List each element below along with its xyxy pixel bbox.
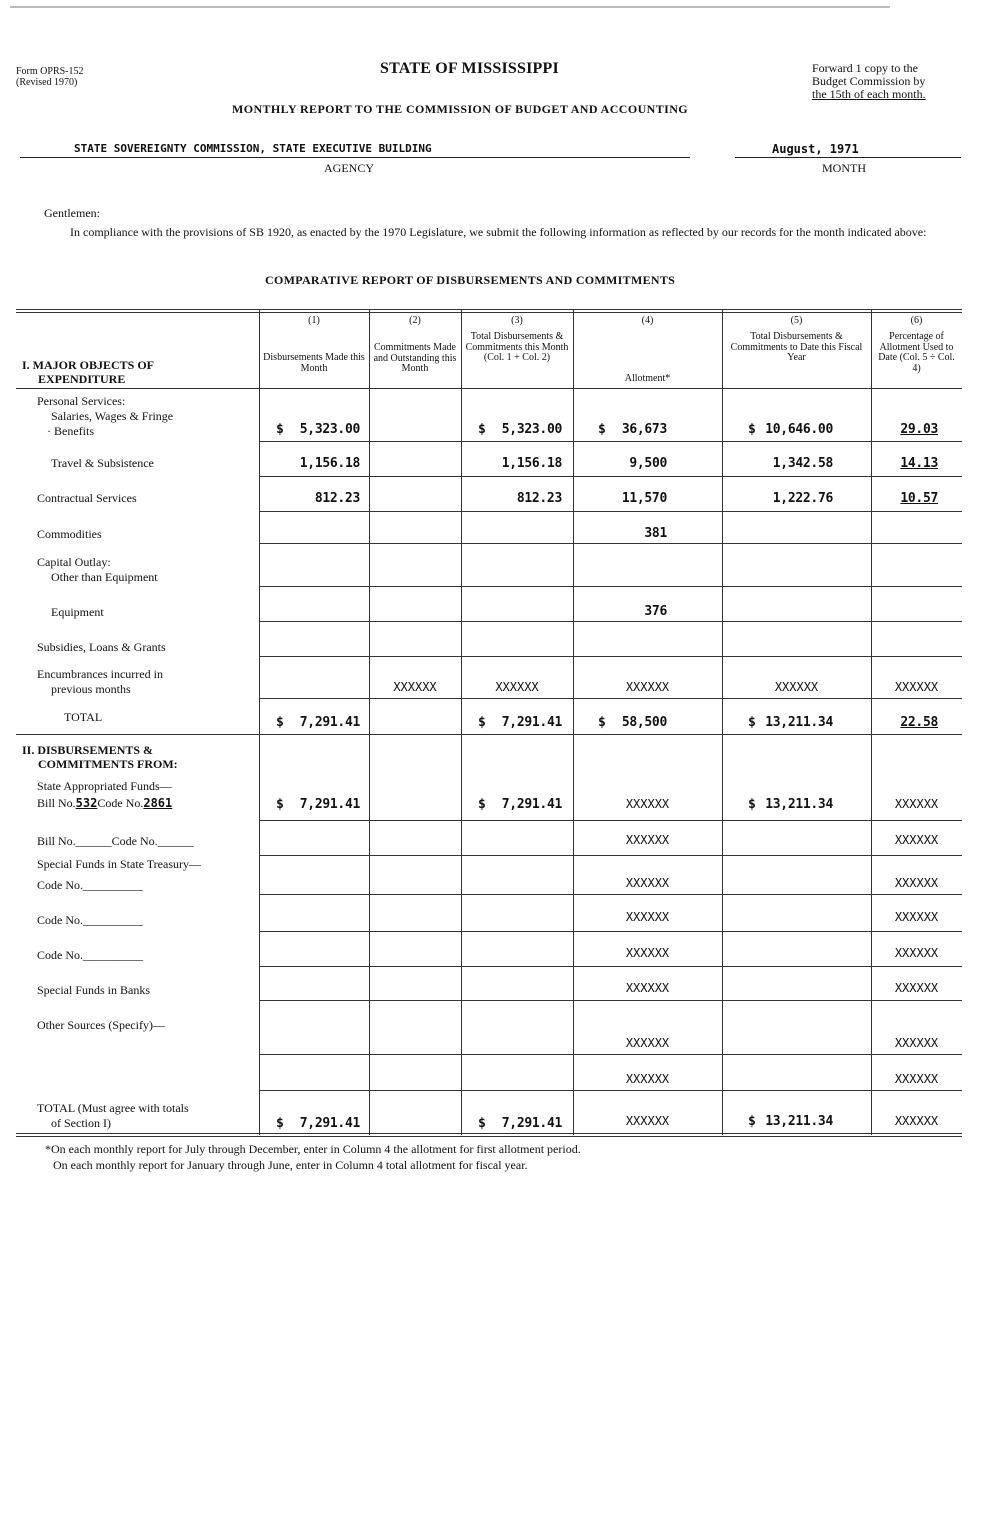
section-heading-line: COMMITMENTS FROM:: [38, 757, 178, 771]
dollar-sign: $: [478, 797, 486, 812]
cell-value: 1,342.58: [772, 456, 833, 471]
row-label-subsidies: Subsidies, Loans & Grants: [37, 640, 166, 654]
row-label-code-no: Code No.__________: [37, 913, 143, 927]
table-border: [16, 312, 962, 313]
dollar-sign: $: [276, 797, 284, 812]
forward-note-line: Forward 1 copy to the: [812, 61, 918, 75]
cell-value: 5,323.00: [501, 422, 562, 437]
cell-blocked: XXXXXX: [894, 946, 939, 960]
cell-value: 13,211.34: [765, 715, 833, 730]
cell-value: 58,500: [621, 715, 667, 730]
row-line: [259, 931, 962, 932]
row-label-total-section-2: [37, 1101, 189, 1131]
cell-blocked: XXXXXX: [894, 910, 939, 924]
cell-value: 22.58: [900, 715, 938, 730]
dollar-sign: $: [598, 422, 606, 437]
month-underline: [735, 157, 961, 158]
dollar-sign: $: [748, 422, 756, 437]
col-heading: Allotment*: [624, 373, 671, 384]
cell-blocked: XXXXXX: [625, 1114, 670, 1128]
cell-value: 13,211.34: [765, 797, 833, 812]
cell-value: 5,323.00: [299, 422, 360, 437]
cell-value: 1,156.18: [501, 456, 562, 471]
cell-value: 1,156.18: [299, 456, 360, 471]
dollar-sign: $: [748, 797, 756, 812]
section-heading-line: I. MAJOR OBJECTS OF: [22, 358, 155, 372]
dollar-sign: $: [276, 422, 284, 437]
col-heading: Disbursements Made this Month: [263, 352, 365, 374]
scan-artifact-line: [10, 6, 890, 8]
table-border: [16, 309, 962, 310]
cell-blocked: XXXXXX: [894, 1114, 939, 1128]
row-label-travel: Travel & Subsistence: [51, 456, 154, 470]
row-label-line: previous months: [51, 682, 131, 696]
code-number: 2861: [143, 796, 173, 810]
report-subtitle: MONTHLY REPORT TO THE COMMISSION OF BUDGET AND ACCOUNTING: [232, 102, 689, 116]
cell-blocked: XXXXXX: [894, 797, 939, 811]
cell-value: 381: [644, 526, 667, 541]
cell-blocked: XXXXXX: [894, 1072, 939, 1086]
forward-note: [812, 62, 926, 101]
row-line: [259, 1000, 962, 1001]
row-line: [259, 698, 962, 699]
row-line: [259, 586, 962, 587]
cell-blocked: XXXXXX: [894, 680, 939, 694]
row-label-special-treasury: Special Funds in State Treasury—: [37, 857, 201, 871]
cell-value: 812.23: [314, 491, 360, 506]
row-line: [259, 1090, 962, 1091]
row-label-code-no: Code No.__________: [37, 948, 143, 962]
col-number: (2): [409, 315, 421, 326]
cell-value: 7,291.41: [299, 1116, 360, 1131]
cell-blocked: XXXXXX: [894, 981, 939, 995]
row-label-code-no: Code No.__________: [37, 878, 143, 892]
cell-value: 10.57: [900, 491, 938, 506]
row-label-contractual: Contractual Services: [37, 491, 137, 505]
table-border: [16, 388, 962, 389]
cell-blocked: XXXXXX: [774, 680, 819, 694]
row-label-encumbrances: [37, 667, 163, 697]
row-line: [259, 1054, 962, 1055]
dollar-sign: $: [478, 422, 486, 437]
cell-value: 29.03: [900, 422, 938, 437]
cell-blocked: XXXXXX: [393, 680, 437, 694]
cell-value: 7,291.41: [501, 797, 562, 812]
cell-value: 10,646.00: [765, 422, 833, 437]
cell-blocked: XXXXXX: [625, 797, 670, 811]
col-number: (5): [790, 315, 803, 326]
column-divider: [573, 309, 574, 1135]
forward-note-line: Budget Commission by: [812, 74, 926, 88]
dollar-sign: $: [276, 1116, 284, 1131]
form-number: Form OPRS-152: [16, 66, 84, 77]
col-heading: Total Disbursements & Commitments this Month (Col. 1 + Col. 2): [465, 331, 569, 363]
row-label-bill-code: [37, 796, 172, 811]
forward-note-line: the 15th of each month.: [812, 87, 926, 101]
row-label-other-sources: Other Sources (Specify)—: [37, 1018, 165, 1032]
row-label-capital-outlay: [37, 555, 158, 585]
agency-value: STATE SOVEREIGNTY COMMISSION, STATE EXECUTIVE BUILDING: [74, 142, 432, 155]
cell-value: 7,291.41: [299, 797, 360, 812]
column-divider: [369, 309, 370, 1135]
row-label-line: Encumbrances incurred in: [37, 667, 163, 681]
row-label-personal-services: [37, 394, 173, 439]
cell-value: 376: [644, 604, 667, 619]
code-label: Code No.: [97, 796, 144, 810]
form-title: STATE OF MISSISSIPPI: [380, 60, 559, 77]
cell-blocked: XXXXXX: [495, 680, 539, 694]
table-border: [16, 1136, 962, 1137]
row-label-line: Capital Outlay:: [37, 555, 111, 569]
agency-underline: [20, 157, 690, 158]
dollar-sign: $: [598, 715, 606, 730]
row-line: [259, 894, 962, 895]
dollar-sign: $: [748, 715, 756, 730]
cell-blocked: XXXXXX: [625, 680, 670, 694]
row-label-bill-code-blank: Bill No.______Code No.______: [37, 834, 194, 848]
column-divider: [461, 309, 462, 1135]
dollar-sign: $: [276, 715, 284, 730]
greeting: Gentlemen:: [44, 206, 100, 220]
row-line: [259, 855, 962, 856]
cell-value: 1,222.76: [772, 491, 833, 506]
cell-blocked: XXXXXX: [625, 1072, 670, 1086]
agency-label: AGENCY: [324, 161, 374, 175]
col-number: (3): [511, 315, 523, 326]
col-heading: Total Disbursements & Commitments to Date this Fiscal Year: [730, 331, 863, 363]
row-line: [259, 441, 962, 442]
column-divider: [871, 309, 872, 1135]
bill-number: 532: [75, 796, 98, 810]
row-label-state-funds: State Appropriated Funds—: [37, 779, 172, 793]
dollar-sign: $: [748, 1114, 756, 1129]
row-label-line: of Section I): [51, 1116, 111, 1130]
cell-value: 812.23: [516, 491, 562, 506]
row-label-special-banks: Special Funds in Banks: [37, 983, 150, 997]
month-value: August, 1971: [772, 142, 859, 156]
cell-value: 14.13: [900, 456, 938, 471]
cell-blocked: XXXXXX: [894, 876, 939, 890]
footnote-line: *On each monthly report for July through December, enter in Column 4 the allotment for first allotment period.: [45, 1142, 581, 1156]
col-number: (4): [641, 315, 654, 326]
cell-blocked: XXXXXX: [625, 910, 670, 924]
row-line: [259, 966, 962, 967]
row-label-line: · Benefits: [47, 424, 94, 438]
row-line: [259, 621, 962, 622]
section-heading-line: EXPENDITURE: [38, 372, 126, 386]
letter-body: In compliance with the provisions of SB 1920, as enacted by the 1970 Legislature, we submit the following information as reflected by our records for the month indicated above:: [70, 225, 927, 239]
row-line: [259, 476, 962, 477]
row-line: [259, 511, 962, 512]
dollar-sign: $: [478, 715, 486, 730]
cell-value: 7,291.41: [299, 715, 360, 730]
cell-blocked: XXXXXX: [625, 1036, 670, 1050]
row-line: [259, 543, 962, 544]
row-line: [259, 820, 962, 821]
row-label-line: Salaries, Wages & Fringe: [51, 409, 174, 423]
col-number: (1): [308, 315, 320, 326]
bill-label: Bill No.: [37, 796, 76, 810]
row-label-line: Personal Services:: [37, 394, 126, 408]
col-heading: Commitments Made and Outstanding this Month: [373, 342, 457, 374]
row-label-commodities: Commodities: [37, 527, 102, 541]
section-heading-line: II. DISBURSEMENTS &: [22, 743, 154, 757]
cell-value: 36,673: [621, 422, 667, 437]
column-divider: [722, 309, 723, 1135]
section-divider: [16, 734, 962, 735]
table-border: [16, 1133, 962, 1134]
cell-blocked: XXXXXX: [625, 981, 670, 995]
cell-blocked: XXXXXX: [625, 876, 670, 890]
column-divider: [259, 309, 260, 1135]
row-label-line: TOTAL (Must agree with totals: [37, 1101, 189, 1115]
cell-blocked: XXXXXX: [625, 946, 670, 960]
col-number: (6): [910, 315, 923, 326]
cell-value: 13,211.34: [765, 1114, 833, 1129]
cell-blocked: XXXXXX: [625, 833, 670, 847]
section-1-heading: [22, 358, 154, 386]
row-label-line: Other than Equipment: [51, 570, 158, 584]
row-label-total: TOTAL: [64, 710, 103, 724]
dollar-sign: $: [478, 1116, 486, 1131]
row-label-equipment: Equipment: [51, 605, 104, 619]
cell-blocked: XXXXXX: [894, 833, 939, 847]
cell-blocked: XXXXXX: [894, 1036, 939, 1050]
row-line: [259, 656, 962, 657]
form-identifier: [16, 66, 84, 88]
month-label: MONTH: [822, 161, 866, 175]
footnote-line: On each monthly report for January through June, enter in Column 4 total allotment for fiscal year.: [53, 1158, 528, 1172]
col-heading: Percentage of Allotment Used to Date (Col. 5 ÷ Col. 4): [878, 331, 955, 374]
cell-value: 9,500: [629, 456, 667, 471]
cell-value: 7,291.41: [501, 1116, 562, 1131]
report-title: COMPARATIVE REPORT OF DISBURSEMENTS AND COMMITMENTS: [265, 273, 676, 287]
form-revision: (Revised 1970): [16, 77, 78, 88]
cell-value: 11,570: [621, 491, 667, 506]
section-2-heading: [22, 743, 178, 771]
cell-value: 7,291.41: [501, 715, 562, 730]
